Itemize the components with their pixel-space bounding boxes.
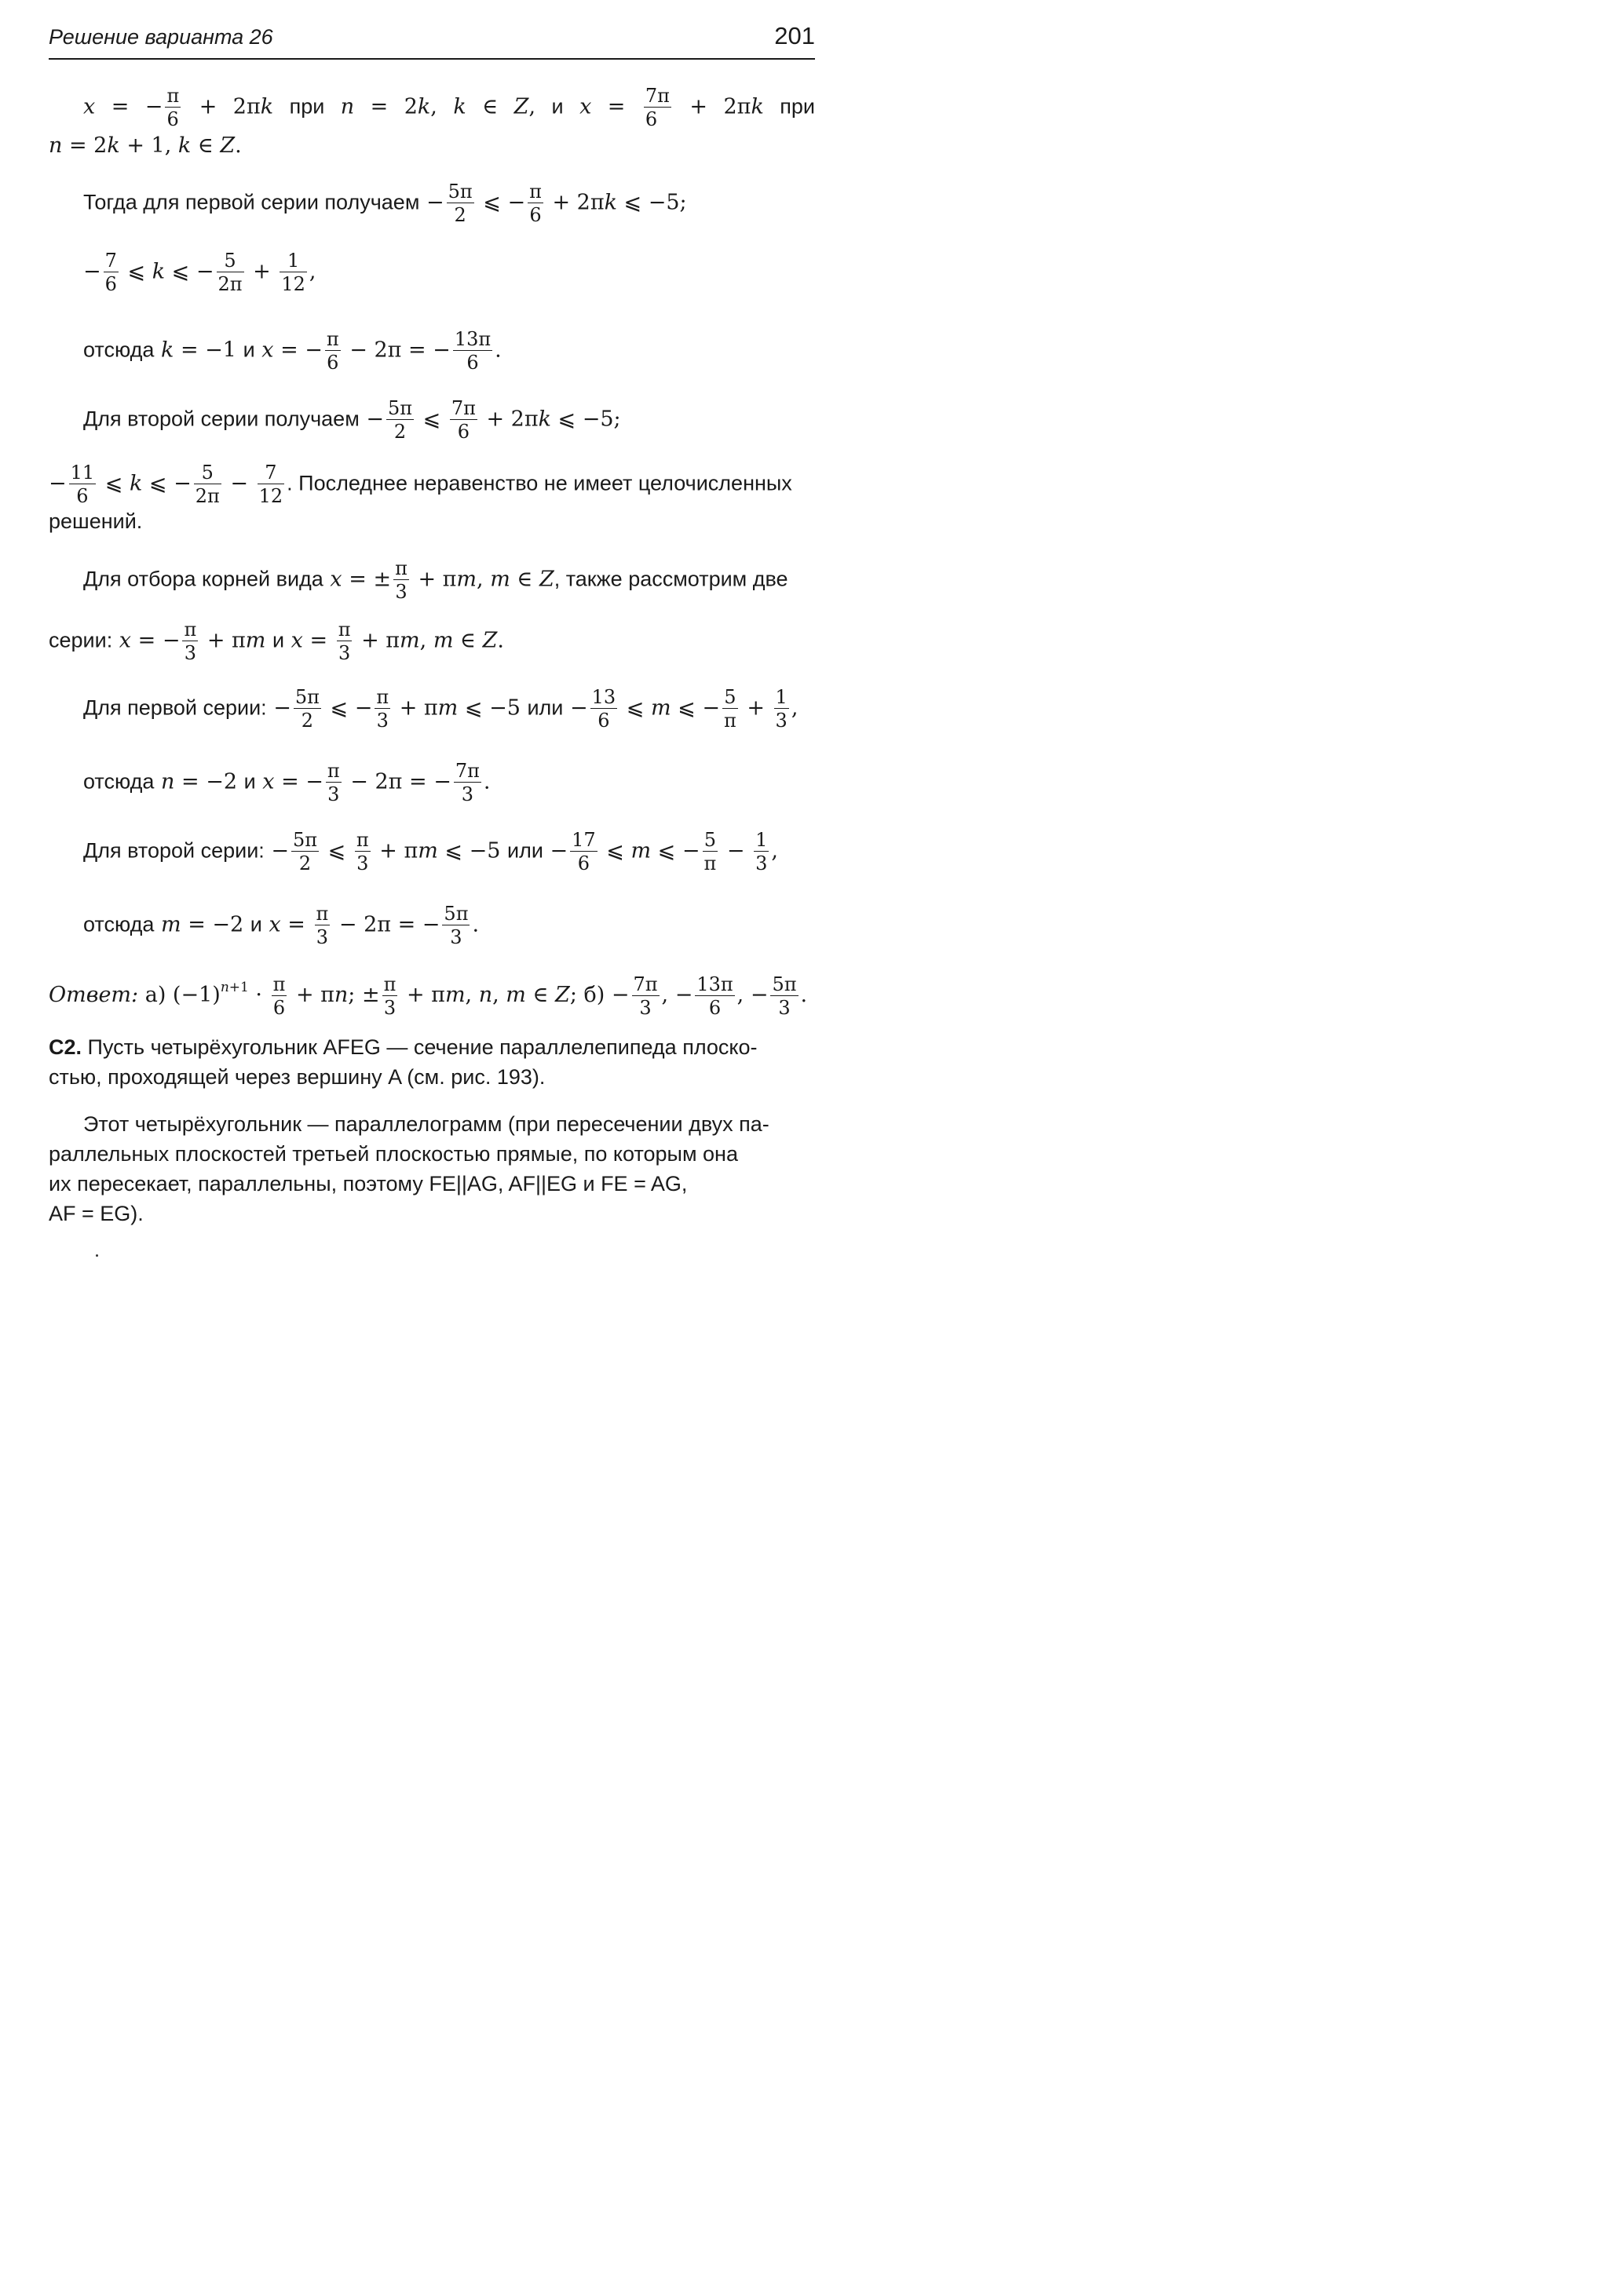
solution-line-5: отсюда k = −1 и x = − $\frac{\pi}{6}$ − 2π = − $\frac{13\pi}{6}$ .: [83, 328, 502, 374]
solution-line-9: Для отбора корней вида x = ± $\frac{\pi}{3}$ + πm, m ∈ Z, также рассмотрим две: [83, 557, 788, 603]
solution-line-14: отсюда m = −2 и x = $\frac{\pi}{3}$ − 2π = − $\frac{5\pi}{3}$ .: [83, 903, 480, 948]
solution-line-8: решений.: [49, 509, 143, 533]
solution-line-11: Для первой серии: − $\frac{5\pi}{2}$ ⩽ − $\frac{\pi}{3}$ + πm ⩽ −5 или − $\frac{13}{6}$ ⩽ m ⩽ − $\frac{5}{\pi}$ + $\frac{1}{3}$ ,: [83, 686, 799, 732]
solution-line-1: x = − $\frac{\pi}{6}$ + 2πk при n = 2k, k ∈ Z, и x = $\frac{7\pi}{6}$ + 2πk при: [83, 85, 816, 130]
solution-line-12: отсюда n = −2 и x = − $\frac{\pi}{3}$ − 2π = − $\frac{7\pi}{3}$ .: [83, 760, 491, 805]
solution-line-13: Для второй серии: − $\frac{5\pi}{2}$ ⩽ $\frac{\pi}{3}$ + πm ⩽ −5 или − $\frac{17}{6}$ ⩽ m ⩽ − $\frac{5}{\pi}$ − $\frac{1}{3}$ ,: [83, 829, 778, 874]
solution-line-4: − $\frac{7}{6}$ ⩽ k ⩽ − $\frac{5}{2\pi}$ + $\frac{1}{12}$ ,: [83, 250, 316, 295]
solution-line-7: − $\frac{11}{6}$ ⩽ k ⩽ − $\frac{5}{2\pi}$ − $\frac{7}{12}$ . Последнее неравенство не имеет целочисленных: [49, 462, 792, 507]
solution-line-6: Для второй серии получаем − $\frac{5\pi}{2}$ ⩽ $\frac{7\pi}{6}$ + 2πk ⩽ −5;: [83, 397, 621, 443]
book-page: [0, 0, 864, 1265]
c2-paragraph2-line-4: AF = EG).: [49, 1202, 144, 1225]
solution-line-10: серии: x = − $\frac{\pi}{3}$ + πm и x = $\frac{\pi}{3}$ + πm, m ∈ Z.: [49, 619, 504, 664]
c2-paragraph-line-2: стью, проходящей через вершину A (см. рис. 193).: [49, 1065, 546, 1089]
page-header: [49, 22, 815, 60]
c2-paragraph-line-1: С2. Пусть четырёхугольник AFEG — сечение параллелепипеда плоско-: [49, 1035, 758, 1059]
answer-line: Ответ: а) $(-1)^{n+1}$ · $\frac{\pi}{6}$ + πn; ± $\frac{\pi}{3}$ + πm, n, m ∈ Z; б) − $\frac{7\pi}{3}$ , − $\frac{13\pi}{6}$ , − $\frac{5\pi}{3}$ .: [49, 973, 808, 1019]
solution-line-3: Тогда для первой серии получаем − $\frac{5\pi}{2}$ ⩽ − $\frac{\pi}{6}$ + 2πk ⩽ −5;: [83, 181, 687, 226]
ink-speck: [96, 1254, 98, 1257]
running-title: Решение варианта 26: [49, 25, 273, 49]
solution-line-2: n = 2k + 1, k ∈ Z.: [49, 133, 242, 158]
c2-paragraph2-line-1: Этот четырёхугольник — параллелограмм (при пересечении двух па-: [83, 1112, 769, 1136]
page-number: 201: [774, 22, 815, 49]
c2-paragraph2-line-2: раллельных плоскостей третьей плоскостью прямые, по которым она: [49, 1142, 738, 1166]
c2-label: С2.: [49, 1035, 82, 1059]
c2-paragraph2-line-3: их пересекает, параллельны, поэтому FE||AG, AF||EG и FE = AG,: [49, 1172, 688, 1195]
